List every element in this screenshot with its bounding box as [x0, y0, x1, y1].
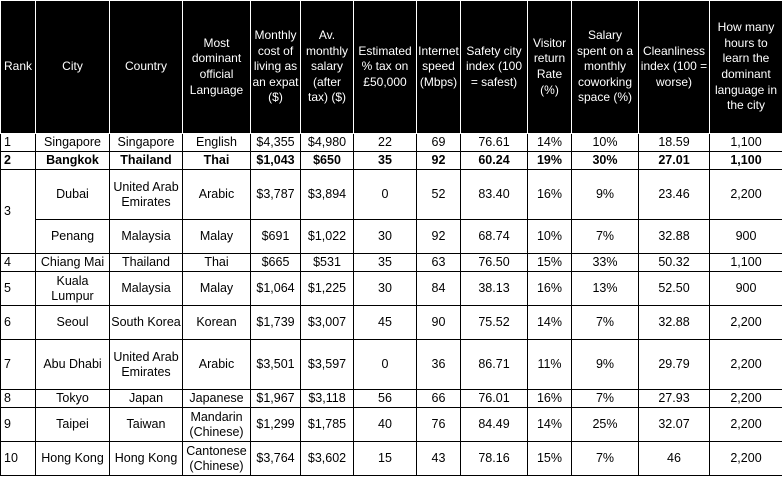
- cell-language: Cantonese (Chinese): [183, 442, 251, 476]
- cell-safety: 78.16: [461, 442, 528, 476]
- cell-cleanliness: 29.79: [639, 340, 710, 390]
- cell-country: South Korea: [110, 306, 183, 340]
- cell-city: Dubai: [36, 170, 110, 220]
- cell-city: Seoul: [36, 306, 110, 340]
- cell-hours: 900: [710, 272, 782, 306]
- cell-internet: 90: [417, 306, 461, 340]
- cell-city: Abu Dhabi: [36, 340, 110, 390]
- table-row-highlighted: [1, 152, 782, 170]
- cell-country: United Arab Emirates: [110, 340, 183, 390]
- cell-hours: 2,200: [710, 390, 782, 408]
- cell-coworking: 13%: [572, 272, 639, 306]
- cell-cost: $3,787: [251, 170, 301, 220]
- cell-language: Malay: [183, 220, 251, 254]
- cell-hours: 1,100: [710, 254, 782, 272]
- cell-language: Arabic: [183, 340, 251, 390]
- header-coworking: Salary spent on a monthly coworking space (%): [572, 1, 639, 134]
- cell-internet: 43: [417, 442, 461, 476]
- cell-country: Thailand: [110, 152, 183, 170]
- table-row: [1, 254, 782, 272]
- cell-visitor: 16%: [528, 390, 572, 408]
- cell-safety: 60.24: [461, 152, 528, 170]
- header-rank: Rank: [1, 1, 36, 134]
- cell-country: Taiwan: [110, 408, 183, 442]
- header-language: Most dominant official Language: [183, 1, 251, 134]
- cell-visitor: 11%: [528, 340, 572, 390]
- cell-coworking: 30%: [572, 152, 639, 170]
- header-cost: Monthly cost of living as an expat ($): [251, 1, 301, 134]
- cell-coworking: 10%: [572, 134, 639, 152]
- cell-rank: 5: [1, 272, 36, 306]
- cell-salary: $4,980: [301, 134, 354, 152]
- cell-coworking: 7%: [572, 390, 639, 408]
- cell-city: Tokyo: [36, 390, 110, 408]
- cell-cleanliness: 32.88: [639, 306, 710, 340]
- cell-internet: 84: [417, 272, 461, 306]
- table-row: [1, 442, 782, 476]
- header-safety: Safety city index (100 = safest): [461, 1, 528, 134]
- cell-cost: $3,764: [251, 442, 301, 476]
- cell-tax: 45: [354, 306, 417, 340]
- cell-salary: $1,785: [301, 408, 354, 442]
- cell-hours: 1,100: [710, 134, 782, 152]
- cell-safety: 76.50: [461, 254, 528, 272]
- cell-internet: 52: [417, 170, 461, 220]
- cell-language: Arabic: [183, 170, 251, 220]
- cell-coworking: 9%: [572, 340, 639, 390]
- cell-coworking: 33%: [572, 254, 639, 272]
- table-row: [1, 220, 782, 254]
- cell-safety: 83.40: [461, 170, 528, 220]
- cell-rank: 6: [1, 306, 36, 340]
- header-country: Country: [110, 1, 183, 134]
- cell-city: Kuala Lumpur: [36, 272, 110, 306]
- cell-visitor: 14%: [528, 134, 572, 152]
- cell-cost: $4,355: [251, 134, 301, 152]
- cell-coworking: 7%: [572, 442, 639, 476]
- cell-cleanliness: 32.07: [639, 408, 710, 442]
- cell-internet: 76: [417, 408, 461, 442]
- cell-visitor: 10%: [528, 220, 572, 254]
- cell-internet: 66: [417, 390, 461, 408]
- cell-cleanliness: 18.59: [639, 134, 710, 152]
- cell-cleanliness: 32.88: [639, 220, 710, 254]
- cell-salary: $1,225: [301, 272, 354, 306]
- cell-rank: 8: [1, 390, 36, 408]
- cell-safety: 76.61: [461, 134, 528, 152]
- cell-visitor: 15%: [528, 254, 572, 272]
- cell-language: Malay: [183, 272, 251, 306]
- cell-safety: 76.01: [461, 390, 528, 408]
- cell-safety: 38.13: [461, 272, 528, 306]
- cell-rank: 1: [1, 134, 36, 152]
- cell-internet: 36: [417, 340, 461, 390]
- cell-cost: $1,299: [251, 408, 301, 442]
- cell-country: Japan: [110, 390, 183, 408]
- header-hours: How many hours to learn the dominant language in the city: [710, 1, 782, 134]
- cell-coworking: 9%: [572, 170, 639, 220]
- cell-language: Thai: [183, 152, 251, 170]
- cell-salary: $1,022: [301, 220, 354, 254]
- cell-cleanliness: 27.93: [639, 390, 710, 408]
- cell-salary: $3,118: [301, 390, 354, 408]
- header-row: [1, 1, 782, 134]
- cell-hours: 2,200: [710, 306, 782, 340]
- cell-language: Japanese: [183, 390, 251, 408]
- cell-visitor: 14%: [528, 306, 572, 340]
- table-row: [1, 306, 782, 340]
- cell-coworking: 25%: [572, 408, 639, 442]
- header-city: City: [36, 1, 110, 134]
- cell-cleanliness: 46: [639, 442, 710, 476]
- cell-safety: 84.49: [461, 408, 528, 442]
- cell-language: English: [183, 134, 251, 152]
- cell-visitor: 16%: [528, 170, 572, 220]
- cell-coworking: 7%: [572, 220, 639, 254]
- cell-cost: $3,501: [251, 340, 301, 390]
- cell-cost: $1,043: [251, 152, 301, 170]
- table-row: [1, 134, 782, 152]
- cell-cleanliness: 23.46: [639, 170, 710, 220]
- cell-internet: 92: [417, 152, 461, 170]
- cell-cleanliness: 50.32: [639, 254, 710, 272]
- cell-city: Hong Kong: [36, 442, 110, 476]
- cell-cost: $1,967: [251, 390, 301, 408]
- cell-salary: $3,602: [301, 442, 354, 476]
- cell-safety: 86.71: [461, 340, 528, 390]
- cell-rank: 10: [1, 442, 36, 476]
- cell-language: Korean: [183, 306, 251, 340]
- cell-city: Singapore: [36, 134, 110, 152]
- cell-tax: 0: [354, 170, 417, 220]
- cell-rank: 2: [1, 152, 36, 170]
- cell-country: United Arab Emirates: [110, 170, 183, 220]
- cell-country: Malaysia: [110, 272, 183, 306]
- cell-cost: $1,739: [251, 306, 301, 340]
- table-row: [1, 340, 782, 390]
- cell-coworking: 7%: [572, 306, 639, 340]
- cell-cost: $1,064: [251, 272, 301, 306]
- table-row: [1, 272, 782, 306]
- cell-rank: 3: [1, 170, 36, 254]
- header-internet: Internet speed (Mbps): [417, 1, 461, 134]
- cell-tax: 30: [354, 272, 417, 306]
- table-row: [1, 408, 782, 442]
- cell-cleanliness: 52.50: [639, 272, 710, 306]
- cell-safety: 75.52: [461, 306, 528, 340]
- cell-visitor: 15%: [528, 442, 572, 476]
- cell-visitor: 14%: [528, 408, 572, 442]
- cell-city: Bangkok: [36, 152, 110, 170]
- cell-tax: 0: [354, 340, 417, 390]
- header-visitor: Visitor return Rate (%): [528, 1, 572, 134]
- cell-tax: 56: [354, 390, 417, 408]
- cell-hours: 2,200: [710, 408, 782, 442]
- cell-language: Mandarin (Chinese): [183, 408, 251, 442]
- cell-language: Thai: [183, 254, 251, 272]
- cell-hours: 2,200: [710, 340, 782, 390]
- cell-rank: 4: [1, 254, 36, 272]
- header-cleanliness: Cleanliness index (100 = worse): [639, 1, 710, 134]
- cell-city: Taipei: [36, 408, 110, 442]
- cell-tax: 35: [354, 152, 417, 170]
- table-row: [1, 390, 782, 408]
- header-tax: Estimated % tax on £50,000: [354, 1, 417, 134]
- cell-tax: 35: [354, 254, 417, 272]
- cell-city: Penang: [36, 220, 110, 254]
- cell-salary: $3,894: [301, 170, 354, 220]
- cell-tax: 15: [354, 442, 417, 476]
- cell-visitor: 19%: [528, 152, 572, 170]
- cell-visitor: 16%: [528, 272, 572, 306]
- cell-country: Malaysia: [110, 220, 183, 254]
- header-salary: Av. monthly salary (after tax) ($): [301, 1, 354, 134]
- cell-hours: 1,100: [710, 152, 782, 170]
- cell-city: Chiang Mai: [36, 254, 110, 272]
- cell-tax: 22: [354, 134, 417, 152]
- cell-cleanliness: 27.01: [639, 152, 710, 170]
- cell-salary: $3,007: [301, 306, 354, 340]
- cell-tax: 40: [354, 408, 417, 442]
- cell-rank: 9: [1, 408, 36, 442]
- cell-hours: 2,200: [710, 442, 782, 476]
- cell-internet: 63: [417, 254, 461, 272]
- cell-tax: 30: [354, 220, 417, 254]
- cell-internet: 69: [417, 134, 461, 152]
- cell-internet: 92: [417, 220, 461, 254]
- cell-country: Hong Kong: [110, 442, 183, 476]
- cell-hours: 2,200: [710, 170, 782, 220]
- cell-cost: $691: [251, 220, 301, 254]
- cell-hours: 900: [710, 220, 782, 254]
- table-row: [1, 170, 782, 220]
- cell-rank: 7: [1, 340, 36, 390]
- cell-cost: $665: [251, 254, 301, 272]
- cell-safety: 68.74: [461, 220, 528, 254]
- cell-country: Singapore: [110, 134, 183, 152]
- cell-salary: $3,597: [301, 340, 354, 390]
- cell-salary: $531: [301, 254, 354, 272]
- cell-salary: $650: [301, 152, 354, 170]
- cell-country: Thailand: [110, 254, 183, 272]
